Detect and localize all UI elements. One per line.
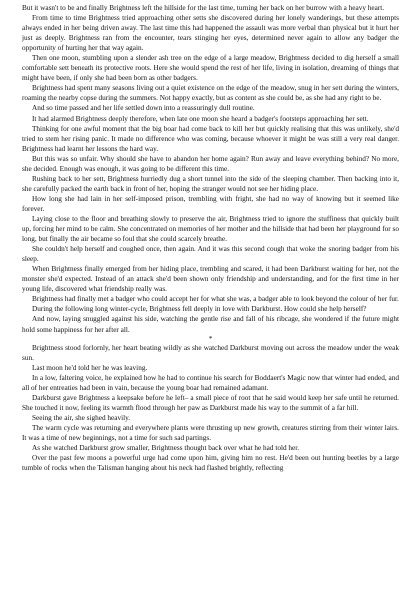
paragraph: Thinking for one awful moment that the big boar had come back to kill her but quickly realising that this was unlikely, she'd tried to stem her rising panic. It made no difference who was coming, because whoever it might be was still a very real danger. Brightness had learnt her lessons the hard way.	[22, 124, 399, 153]
paragraph: But it wasn't to be and finally Brightness left the hillside for the last time, turning her back on her burrow with a heavy heart.	[22, 4, 385, 12]
paragraph: Brightness had finally met a badger who could accept her for what she was, a badger able to look beyond the colour of her fur.	[32, 295, 399, 304]
paragraph: She couldn't help herself and coughed once, then again. And it was this second cough that woke the snoring badger from his sleep.	[22, 245, 399, 264]
paragraph: Then one moon, stumbling upon a slender ash tree on the edge of a large meadow, Brightness decided to dig herself a small comfortable sett beneath its protective roots. Here she would spend the rest of her life, living in isolation, dreaming of things that might have been, if only she had been born as other badgers.	[22, 54, 399, 83]
paragraph: And so time passed and her life settled down into a reassuringly dull routine.	[32, 104, 255, 113]
paragraph: Over the past few moons a powerful urge had come upon him, giving him no rest. He'd been out hunting beetles by a large tumble of rocks when the Talisman hanging about his neck had flashed brightly, reflecting	[22, 454, 399, 473]
paragraph: Brightness stood forlornly, her heart beating wildly as she watched Darkburst moving out across the meadow under the weak sun.	[22, 343, 399, 362]
paragraph: Brightness had spent many seasons living out a quiet existence on the edge of the meadow, snug in her sett during the winters, roaming the nearby copse during the summers. Not happy exactly, but as content as she could be, as she had any right to be.	[22, 84, 399, 103]
paragraph: In a low, faltering voice, he explained how he had to continue his search for Boddaert's Magic now that winter had ended, and all of her entreaties had been in vain, because the young boar had remained adamant.	[22, 373, 399, 392]
section-separator: *	[208, 334, 213, 343]
paragraph: Laying close to the floor and breathing slowly to preserve the air, Brightness tried to ignore the stuffiness that quickly built up, forcing her mind to be calm. She concentrated on memories of her mother and the hillside that had been her playground for so long, but finally the air became so foul that she could scarcely breathe.	[22, 214, 399, 244]
paragraph: And now, laying snuggled against his side, watching the gentle rise and fall of his ribcage, she wondered if the future might hold some happiness for her after all.	[22, 315, 399, 334]
paragraph: How long she had lain in her self-imposed prison, trembling with fright, she had no way of knowing but it seemed like forever.	[22, 194, 399, 213]
paragraph: From time to time Brightness tried approaching other setts she discovered during her lonely wanderings, but these attempts always ended in her being driven away. The last time this had happened the assault was more verbal than physical but it hurt her just as deeply. Brightness ran from the encounter, tears stinging her eyes, determined never again to allow any badger the opportunity of hurting her that way again.	[22, 14, 399, 53]
paragraph: Last moon he'd told her he was leaving.	[32, 363, 148, 372]
paragraph: During the following long winter-cycle, Brightness fell deeply in love with Darkburst. How could she help herself?	[32, 305, 367, 314]
paragraph: When Brightness finally emerged from her hiding place, trembling and scared, it had been Darkburst waiting for her, not the monster she'd expected. Instead of an attack she'd been shown only friendship and understanding, and for the first time in her young life, discovered what friendship really was.	[22, 265, 399, 294]
paragraph: Rushing back to her sett, Brightness hurriedly dug a short tunnel into the side of the sleeping chamber. Then backing into it, she carefully packed the earth back in front of her, hoping the stranger would not see her hiding place.	[22, 174, 399, 193]
paragraph: It had alarmed Brightness deeply therefore, when late one moon she heard a badger's footsteps approaching her sett.	[32, 114, 369, 123]
paragraph: The warm cycle was returning and everywhere plants were thrusting up new growth, creatures stirring from their winter lairs. It was a time of new beginnings, not a time for such sad partings.	[22, 423, 399, 442]
paragraph: Darkburst gave Brightness a keepsake before he left– a small piece of root that he said would keep her safe until he returned. She touched it now, feeling its warmth flood through her paw as Darkburst made his way to the summit of a far hill.	[22, 393, 399, 412]
paragraph: But this was so unfair. Why should she have to abandon her home again? Run away and leave everything behind? No more, she decided. Enough was enough, it was going to be different this time.	[22, 154, 399, 173]
paragraph: As she watched Darkburst grow smaller, Brightness thought back over what he had told her.	[32, 444, 300, 453]
paragraph: Seeing the air, she sighed heavily.	[32, 413, 131, 422]
